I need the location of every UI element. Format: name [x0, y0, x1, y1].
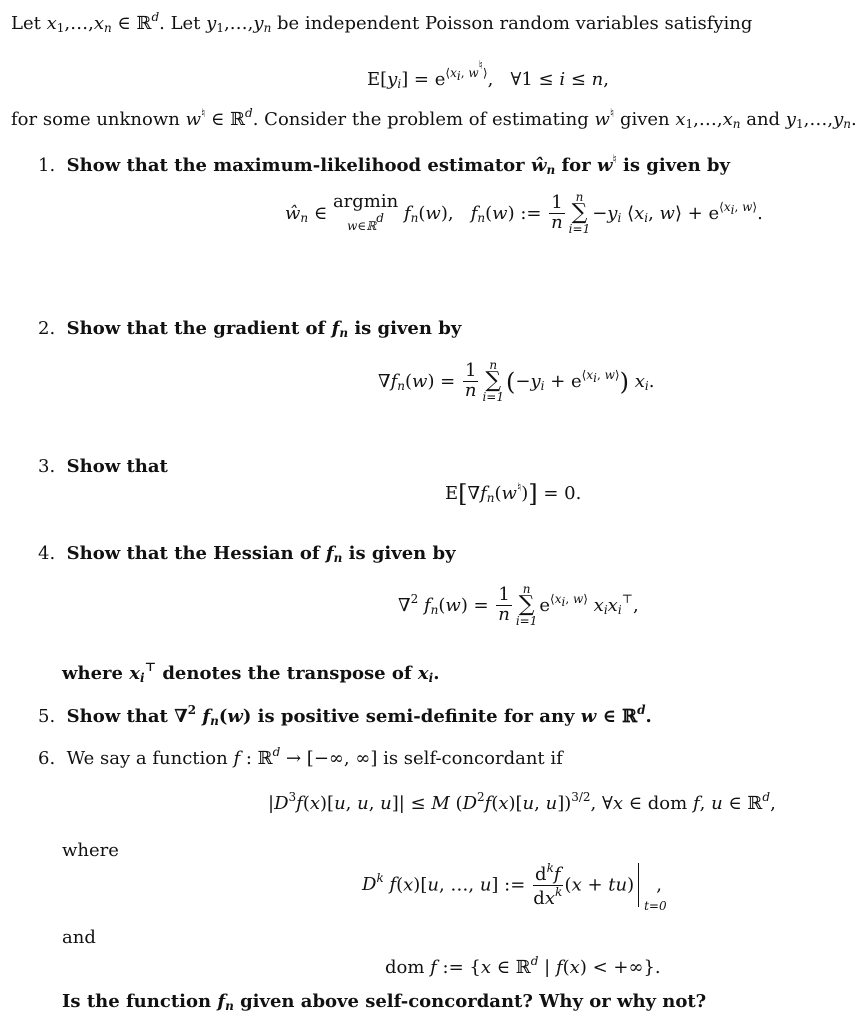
expectation-gradient-equation: $E[\nabla f_n(w^♮)] = 0$. — [445, 480, 582, 508]
intro-line-2: for some unknown w♮ ∈ ℝ$^d$. Consider the problem of estimating w♮ given $x_1,\dots,x_n$ and $y_1,\dots,y_n$. — [11, 106, 857, 131]
item-5: 5. Show that ∇$^2$ $f_n(w)$ is positive semi-definite for any w ∈ ℝ$^d$. — [38, 703, 652, 728]
transpose-note: where $x_i^⊤$ denotes the transpose of $x_i$. — [62, 660, 440, 685]
where-label: where — [62, 840, 119, 861]
directional-derivative-definition: $D^k$ f(x)[u, …, u] := $\frac{d^kf}{dx^k}$ (x + tu) t=0 , — [362, 861, 667, 913]
and-label: and — [62, 927, 96, 948]
gradient-equation: $\nabla f_n(w)$ = $\frac{1}{n}$ n ∑ i=1 $(-y_i + e^{⟨x_i, w⟩})$ $x_i$. — [378, 358, 655, 405]
intro-line-1: Let $x_1,\dots,x_n$ ∈ ℝ$^d$. Let $y_1,\dots,y_n$ be independent Poisson random variables satisfying — [11, 10, 753, 35]
item-4: 4. Show that the Hessian of $f_n$ is given by — [38, 543, 456, 565]
item-6: 6. We say a function f : ℝ$^d$ → [−∞, ∞] is self-concordant if — [38, 745, 563, 769]
domain-definition: dom f := {x ∈ ℝ$^d$ | f(x) < +∞}. — [385, 954, 661, 978]
self-concordant-inequality: $|D^3f(x)[u$, u, u]| ≤ M ($D^2f(x)[u$, u])$^{3/2}$, ∀x ∈ dom f, u ∈ ℝ$^d$, — [268, 790, 776, 814]
final-question: Is the function $f_n$ given above self-concordant? Why or why not? — [62, 991, 707, 1013]
expectation-equation: $E[y_i] = e^{⟨x_i, w^♮⟩}$, ∀1 ≤ i ≤ n, — [367, 58, 609, 91]
item-3: 3. Show that — [38, 456, 168, 477]
hessian-equation: ∇$^2$ $f_n(w)$ = $\frac{1}{n}$ n ∑ i=1 $e^{⟨x_i, w⟩}$ $x_ix_i^⊤$, — [398, 582, 639, 629]
item-1: 1. Show that the maximum-likelihood estimator $ŵ_n$ for w♮ is given by — [38, 152, 730, 177]
item-2: 2. Show that the gradient of $f_n$ is given by — [38, 318, 462, 340]
mle-equation: $ŵ_n$ ∈ argmin w∈ℝ$^d$ $f_n(w)$, $f_n(w)$ := $\frac{1}{n}$ n ∑ i=1 $-y_i$ $⟨x_i$, w⟩ + $e^{⟨x_i, w⟩}$. — [285, 190, 763, 237]
